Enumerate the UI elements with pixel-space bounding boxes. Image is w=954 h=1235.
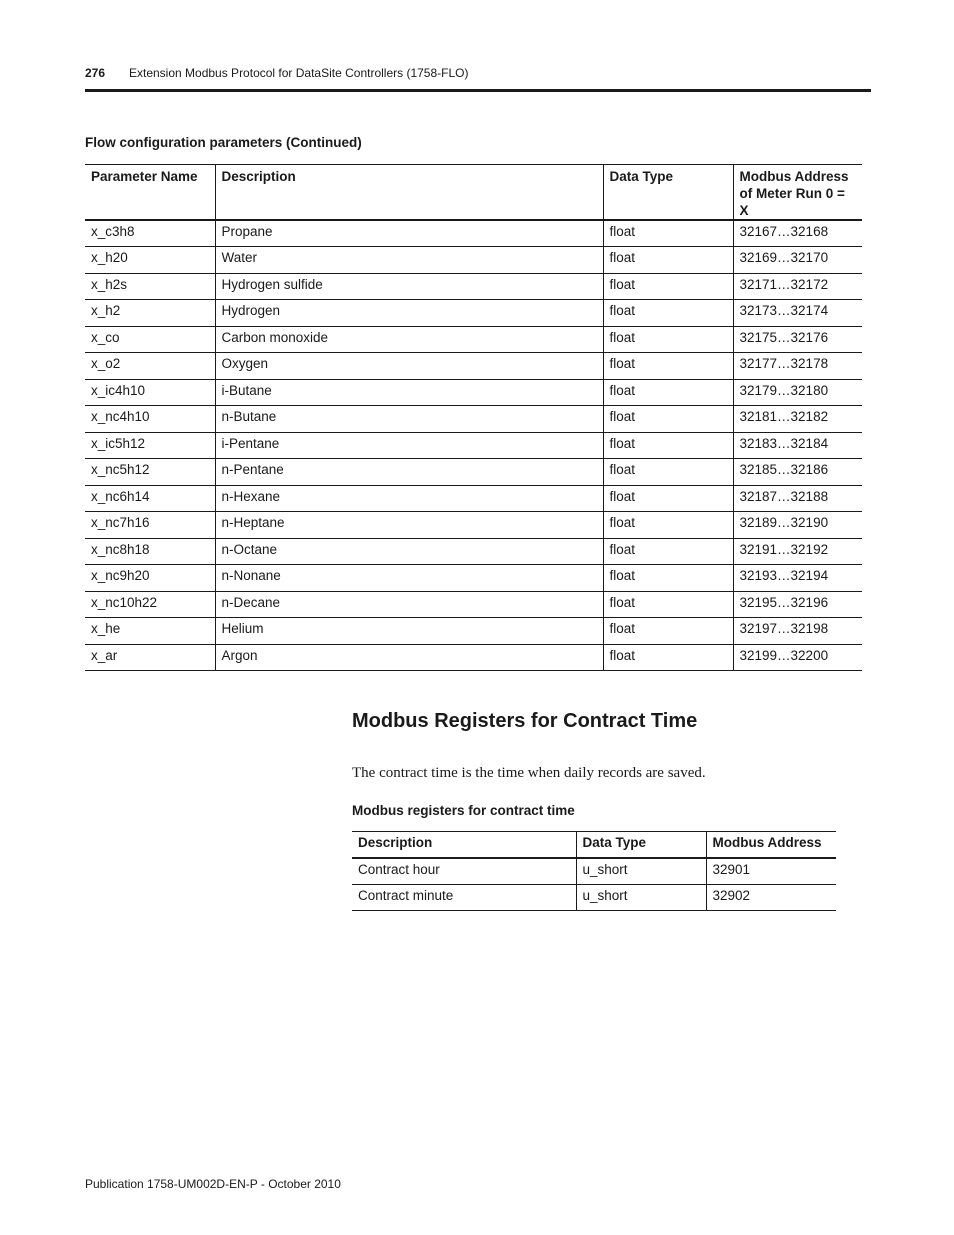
table-header-row bbox=[85, 165, 862, 221]
table-cell: n-Octane bbox=[215, 538, 603, 565]
table-cell: float bbox=[603, 591, 733, 618]
table-cell: Argon bbox=[215, 644, 603, 671]
table-cell: x_co bbox=[85, 326, 215, 353]
table-cell: 32183…32184 bbox=[733, 432, 862, 459]
section-intro: The contract time is the time when daily records are saved. bbox=[352, 765, 706, 781]
table-cell: x_nc6h14 bbox=[85, 485, 215, 512]
table-cell: 32195…32196 bbox=[733, 591, 862, 618]
table-cell: float bbox=[603, 353, 733, 380]
table-cell: float bbox=[603, 432, 733, 459]
table-cell: 32187…32188 bbox=[733, 485, 862, 512]
table-cell: float bbox=[603, 326, 733, 353]
table-cell: x_c3h8 bbox=[85, 220, 215, 247]
table-cell: x_nc10h22 bbox=[85, 591, 215, 618]
table-row bbox=[85, 538, 862, 565]
table-cell: x_o2 bbox=[85, 353, 215, 380]
contract-table-caption: Modbus registers for contract time bbox=[352, 803, 575, 818]
table-cell: u_short bbox=[576, 884, 706, 911]
table-row bbox=[85, 644, 862, 671]
table-row bbox=[85, 406, 862, 433]
flow-table-caption: Flow configuration parameters (Continued) bbox=[85, 135, 362, 150]
table-cell: 32173…32174 bbox=[733, 300, 862, 327]
table-cell: x_nc4h10 bbox=[85, 406, 215, 433]
column-header-description: Description bbox=[215, 165, 603, 221]
table-cell: float bbox=[603, 512, 733, 539]
section-heading: Modbus Registers for Contract Time bbox=[352, 710, 698, 732]
page-footer: Publication 1758-UM002D-EN-P - October 2010 bbox=[85, 1177, 341, 1191]
table-cell: 32189…32190 bbox=[733, 512, 862, 539]
flow-configuration-table bbox=[85, 164, 862, 671]
table-cell: i-Pentane bbox=[215, 432, 603, 459]
table-cell: float bbox=[603, 644, 733, 671]
table-cell: n-Butane bbox=[215, 406, 603, 433]
table-row bbox=[352, 884, 836, 911]
table-cell: x_nc8h18 bbox=[85, 538, 215, 565]
table-cell: 32171…32172 bbox=[733, 273, 862, 300]
table-cell: x_h20 bbox=[85, 247, 215, 274]
table-cell: x_nc7h16 bbox=[85, 512, 215, 539]
table-row bbox=[85, 353, 862, 380]
column-header-modbus-address: Modbus Address bbox=[706, 832, 836, 858]
column-header-modbus-address: Modbus Address of Meter Run 0 = X bbox=[733, 165, 862, 221]
table-cell: 32169…32170 bbox=[733, 247, 862, 274]
table-cell: 32181…32182 bbox=[733, 406, 862, 433]
table-row bbox=[85, 618, 862, 645]
table-row bbox=[85, 485, 862, 512]
contract-time-table bbox=[352, 831, 836, 911]
table-row bbox=[85, 273, 862, 300]
table-cell: u_short bbox=[576, 858, 706, 885]
table-cell: n-Nonane bbox=[215, 565, 603, 592]
table-cell: float bbox=[603, 220, 733, 247]
table-cell: float bbox=[603, 618, 733, 645]
table-cell: Contract hour bbox=[352, 858, 576, 885]
table-row bbox=[85, 512, 862, 539]
table-cell: n-Decane bbox=[215, 591, 603, 618]
table-row bbox=[85, 247, 862, 274]
table-cell: 32179…32180 bbox=[733, 379, 862, 406]
page-number: 276 bbox=[85, 66, 106, 80]
table-cell: float bbox=[603, 379, 733, 406]
table-cell: 32902 bbox=[706, 884, 836, 911]
table-cell: i-Butane bbox=[215, 379, 603, 406]
table-cell: Water bbox=[215, 247, 603, 274]
table-cell: 32197…32198 bbox=[733, 618, 862, 645]
table-cell: x_nc9h20 bbox=[85, 565, 215, 592]
table-row bbox=[85, 432, 862, 459]
table-cell: 32193…32194 bbox=[733, 565, 862, 592]
table-row bbox=[85, 379, 862, 406]
table-cell: Contract minute bbox=[352, 884, 576, 911]
table-cell: 32191…32192 bbox=[733, 538, 862, 565]
column-header-data-type: Data Type bbox=[603, 165, 733, 221]
header-rule bbox=[85, 89, 871, 92]
table-cell: x_he bbox=[85, 618, 215, 645]
table-cell: 32167…32168 bbox=[733, 220, 862, 247]
table-cell: x_h2 bbox=[85, 300, 215, 327]
table-cell: Helium bbox=[215, 618, 603, 645]
table-cell: x_h2s bbox=[85, 273, 215, 300]
table-cell: float bbox=[603, 406, 733, 433]
table-cell: float bbox=[603, 459, 733, 486]
table-row bbox=[85, 565, 862, 592]
table-cell: float bbox=[603, 273, 733, 300]
table-cell: Hydrogen bbox=[215, 300, 603, 327]
table-cell: 32175…32176 bbox=[733, 326, 862, 353]
table-header-row bbox=[352, 832, 836, 858]
table-cell: float bbox=[603, 565, 733, 592]
table-cell: x_ic4h10 bbox=[85, 379, 215, 406]
table-row bbox=[85, 459, 862, 486]
table-cell: n-Heptane bbox=[215, 512, 603, 539]
column-header-description: Description bbox=[352, 832, 576, 858]
table-cell: x_ar bbox=[85, 644, 215, 671]
table-cell: Carbon monoxide bbox=[215, 326, 603, 353]
table-cell: n-Pentane bbox=[215, 459, 603, 486]
table-cell: Oxygen bbox=[215, 353, 603, 380]
table-row bbox=[85, 591, 862, 618]
column-header-data-type: Data Type bbox=[576, 832, 706, 858]
column-header-parameter-name: Parameter Name bbox=[85, 165, 215, 221]
table-cell: x_ic5h12 bbox=[85, 432, 215, 459]
table-cell: float bbox=[603, 300, 733, 327]
table-cell: n-Hexane bbox=[215, 485, 603, 512]
table-cell: Hydrogen sulfide bbox=[215, 273, 603, 300]
table-cell: Propane bbox=[215, 220, 603, 247]
table-row bbox=[85, 300, 862, 327]
table-cell: 32177…32178 bbox=[733, 353, 862, 380]
table-cell: 32901 bbox=[706, 858, 836, 885]
running-title: Extension Modbus Protocol for DataSite Controllers (1758-FLO) bbox=[129, 66, 469, 80]
table-cell: 32185…32186 bbox=[733, 459, 862, 486]
table-row bbox=[85, 326, 862, 353]
page-header bbox=[85, 66, 871, 92]
table-row bbox=[352, 858, 836, 885]
table-row bbox=[85, 220, 862, 247]
table-cell: float bbox=[603, 485, 733, 512]
table-cell: 32199…32200 bbox=[733, 644, 862, 671]
table-cell: float bbox=[603, 538, 733, 565]
table-cell: x_nc5h12 bbox=[85, 459, 215, 486]
table-cell: float bbox=[603, 247, 733, 274]
